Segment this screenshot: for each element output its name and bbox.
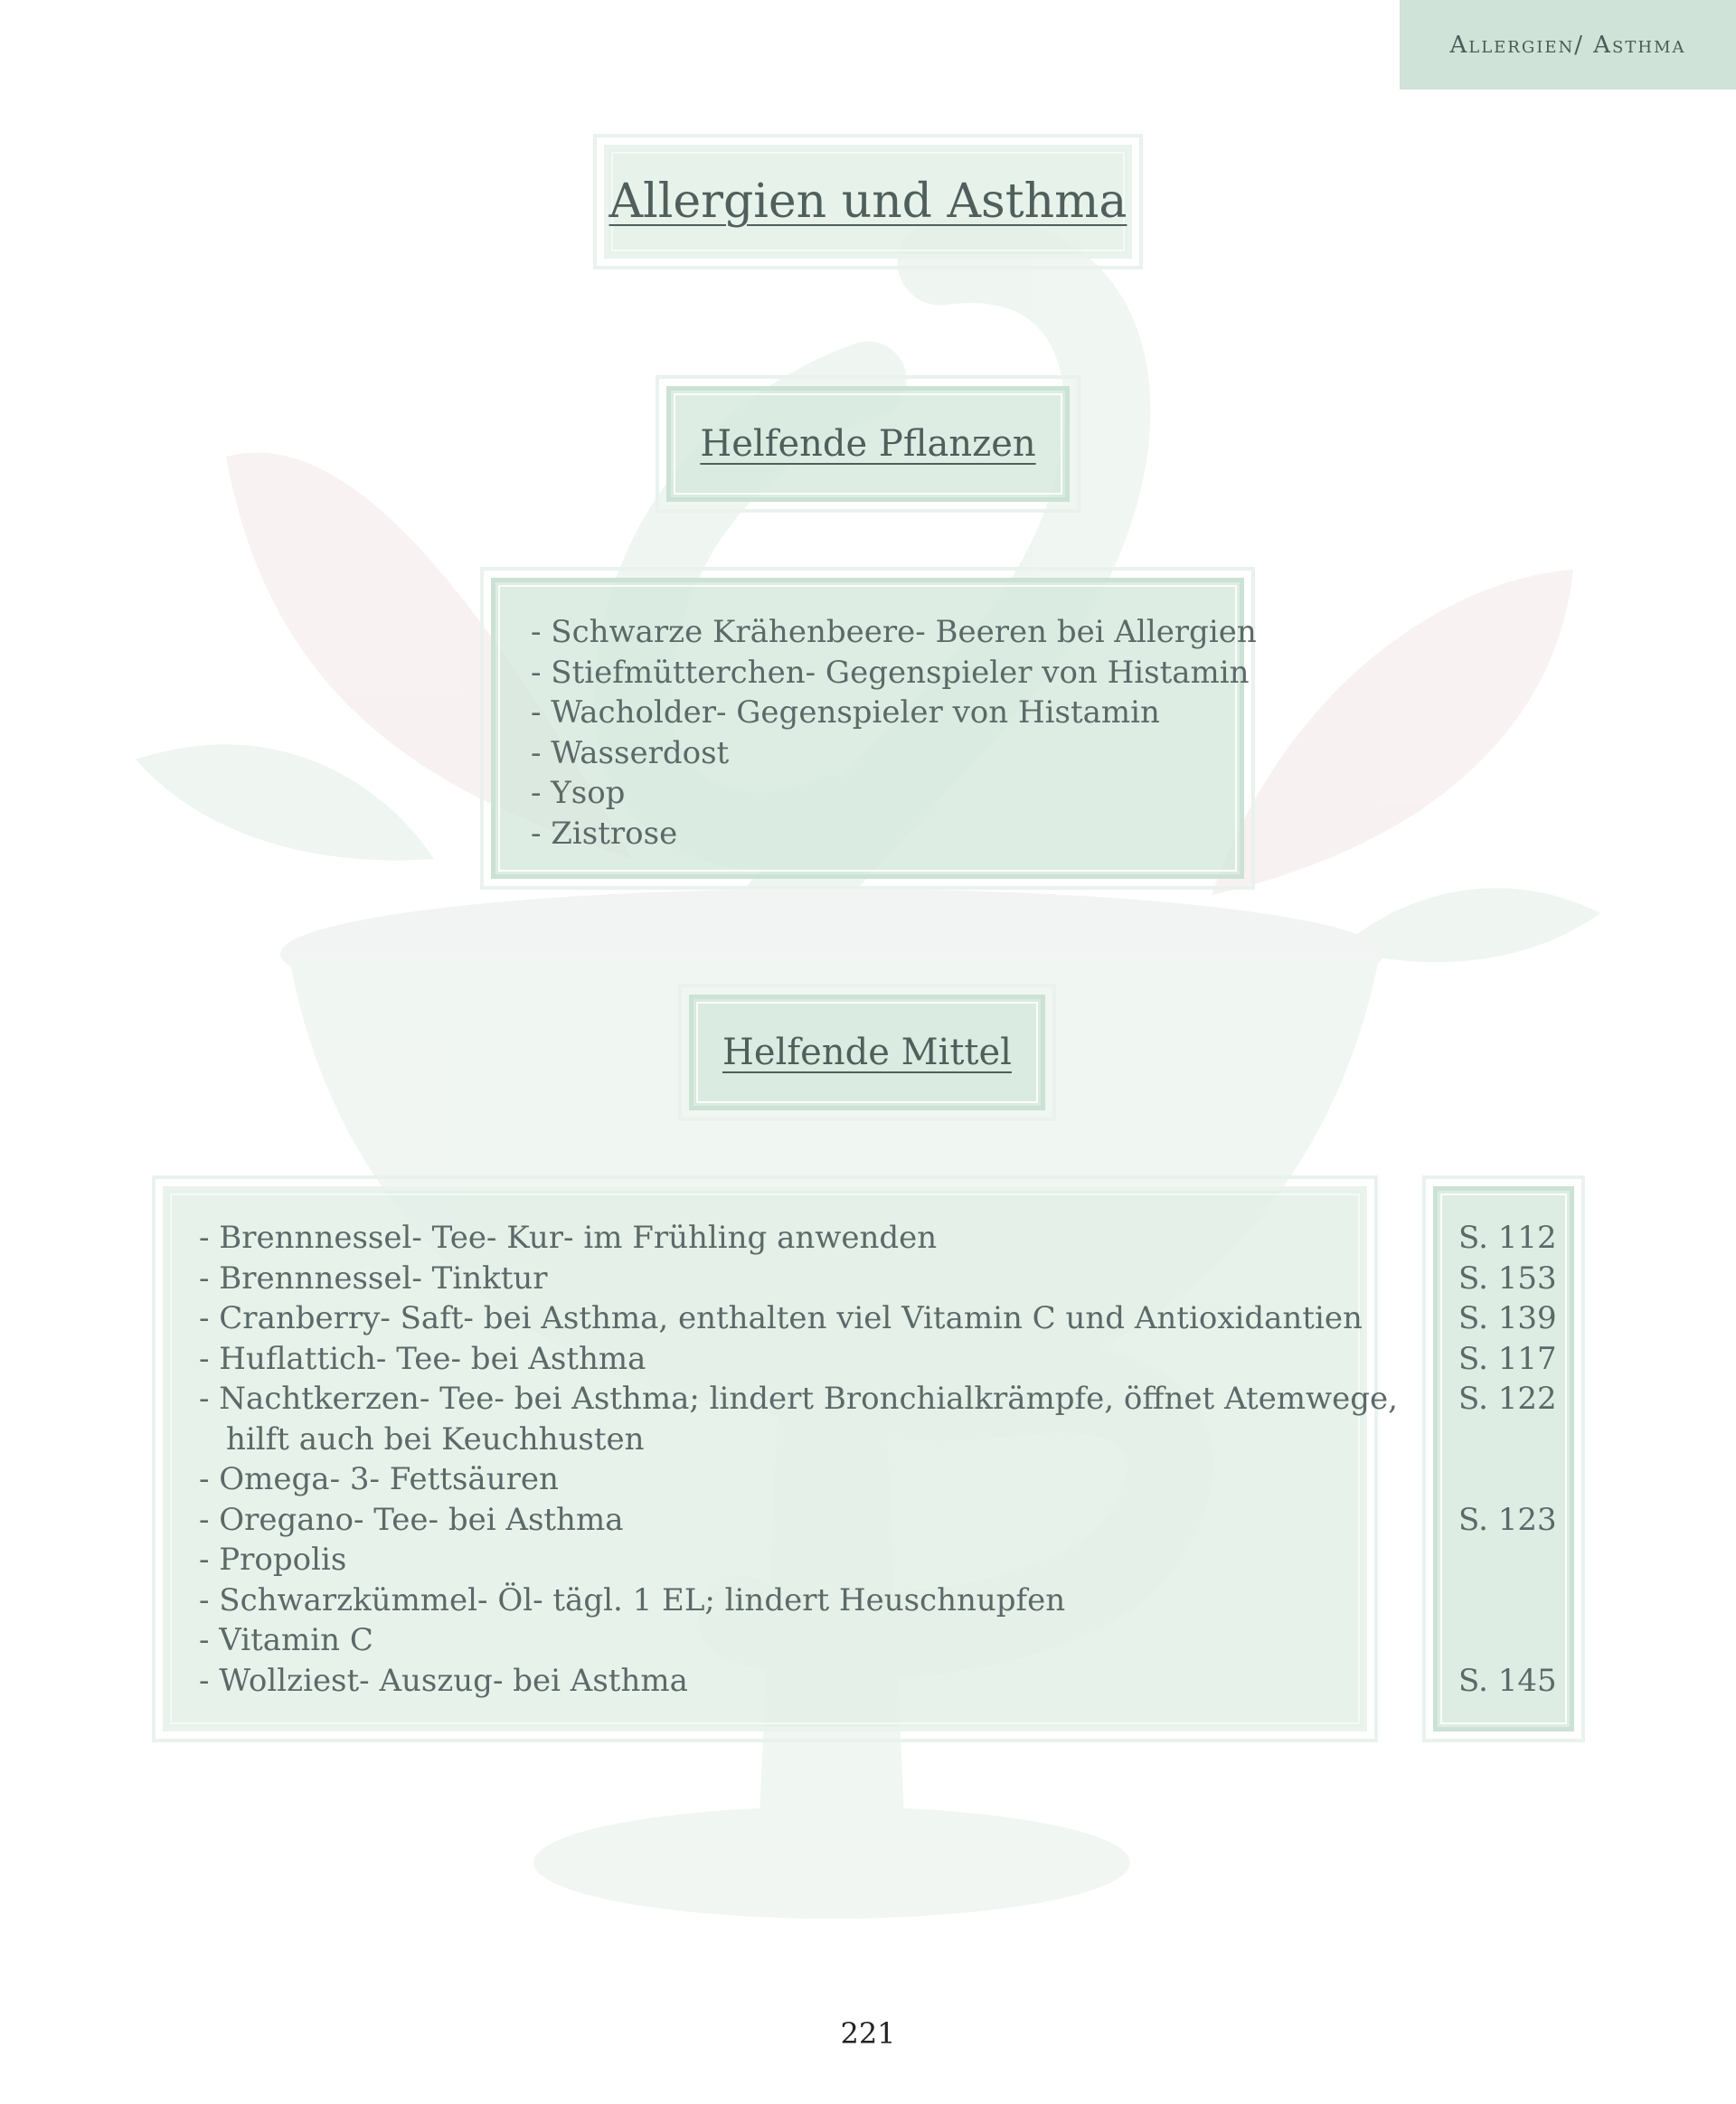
- list-item: - Nachtkerzen- Tee- bei Asthma; lindert Bronchialkrämpfe, öffnet Atemwege,: [199, 1381, 1398, 1417]
- page-reference: S. 123: [1458, 1501, 1557, 1538]
- list-item: - Ysop: [531, 775, 626, 811]
- page-title: Allergien und Asthma: [609, 175, 1127, 229]
- page-reference: S. 112: [1458, 1220, 1557, 1256]
- plants-list-box: [480, 567, 1255, 890]
- list-item: - Wacholder- Gegenspieler von Histamin: [531, 694, 1160, 731]
- list-item: - Propolis: [199, 1542, 347, 1578]
- page-reference: S. 139: [1458, 1300, 1557, 1336]
- list-item: - Stiefmütterchen- Gegenspieler von Histamin: [531, 654, 1250, 691]
- page-reference: S. 145: [1458, 1662, 1557, 1699]
- remedies-heading-box: [678, 984, 1056, 1121]
- list-item: - Brennnessel- Tee- Kur- im Frühling anwenden: [199, 1220, 938, 1256]
- list-item: - Schwarzkümmel- Öl- tägl. 1 EL; lindert Heuschnupfen: [199, 1581, 1066, 1618]
- remedies-list-box: [152, 1175, 1398, 1742]
- section-header-tab: [1400, 0, 1736, 90]
- list-item: - Cranberry- Saft- bei Asthma, enthalten viel Vitamin C und Antioxidantien: [199, 1300, 1363, 1336]
- list-item: - Wollziest- Auszug- bei Asthma: [199, 1662, 688, 1699]
- list-item: - Brennnessel- Tinktur: [199, 1260, 548, 1297]
- page-reference: S. 117: [1458, 1340, 1557, 1377]
- page-reference-box: [1422, 1175, 1585, 1742]
- page-number: 221: [840, 2016, 896, 2051]
- page-reference: [1458, 1540, 1557, 1580]
- title-box: [593, 134, 1143, 269]
- page-reference: [1458, 1459, 1557, 1500]
- plants-heading-box: [656, 375, 1080, 513]
- section-header-label: Allergien/ Asthma: [1449, 31, 1686, 59]
- list-item: - Zistrose: [531, 815, 678, 852]
- list-item-continuation: hilft auch bei Keuchhusten: [226, 1420, 645, 1458]
- list-item: - Omega- 3- Fettsäuren: [199, 1461, 559, 1497]
- list-item: - Huflattich- Tee- bei Asthma: [199, 1340, 646, 1377]
- remedies-heading: Helfende Mittel: [722, 1032, 1012, 1073]
- list-item: - Vitamin C: [199, 1622, 373, 1658]
- page-reference: [1458, 1620, 1557, 1661]
- page-reference: S. 153: [1458, 1260, 1557, 1297]
- page-reference: [1458, 1420, 1557, 1460]
- page-reference: S. 122: [1458, 1381, 1557, 1417]
- plants-list: [531, 612, 1257, 854]
- list-item: - Wasserdost: [531, 734, 730, 771]
- plants-heading: Helfende Pflanzen: [700, 423, 1036, 465]
- page-reference-list: [1458, 1218, 1557, 1701]
- list-item: - Schwarze Krähenbeere- Beeren bei Allergien: [531, 614, 1257, 650]
- remedies-list: [199, 1218, 1398, 1701]
- page-reference: [1458, 1580, 1557, 1621]
- list-item: - Oregano- Tee- bei Asthma: [199, 1501, 624, 1538]
